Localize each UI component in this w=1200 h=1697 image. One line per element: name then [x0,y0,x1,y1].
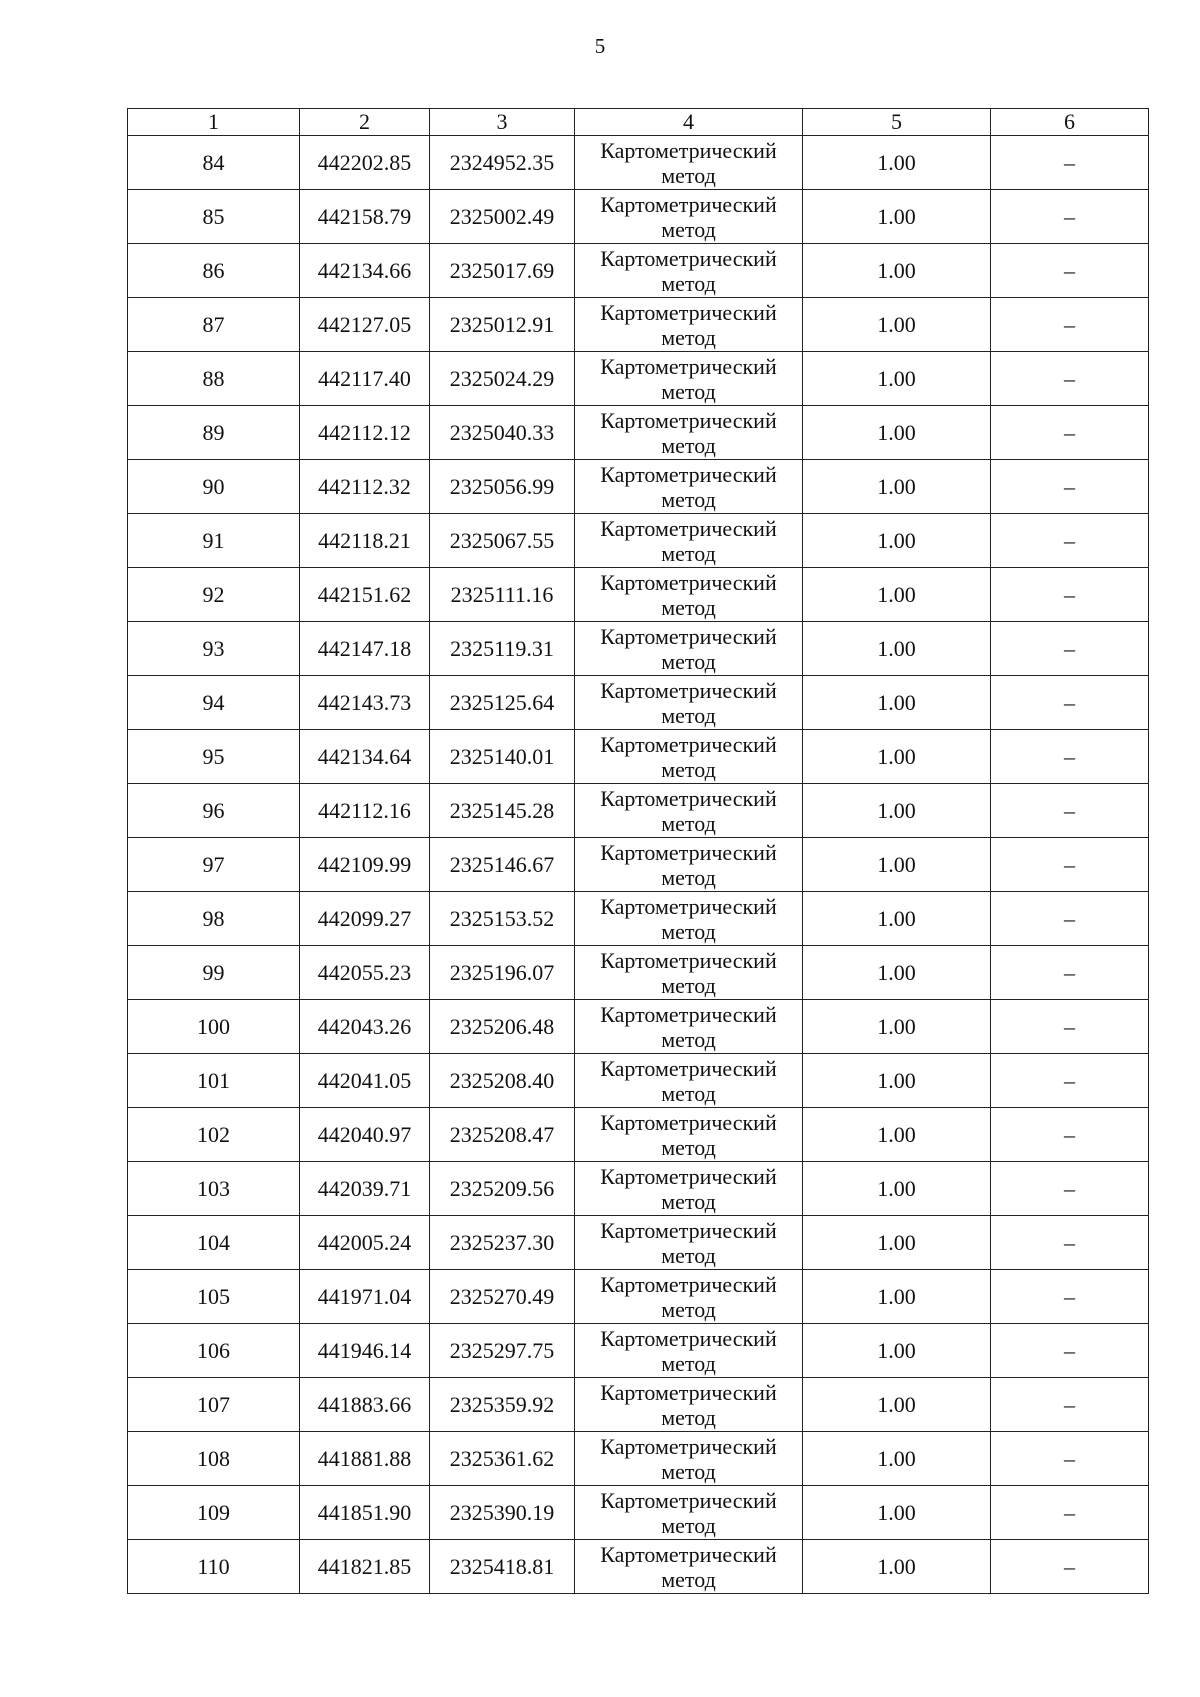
y-coordinate-cell: 2325017.69 [430,244,575,298]
note-cell: – [991,1162,1149,1216]
method-cell: Картометрический метод [575,1000,803,1054]
y-coordinate-cell: 2325140.01 [430,730,575,784]
accuracy-cell: 1.00 [803,1162,991,1216]
note-cell: – [991,1000,1149,1054]
y-coordinate-cell: 2325359.92 [430,1378,575,1432]
table-row [128,676,1149,730]
x-coordinate-cell: 441881.88 [300,1432,430,1486]
note-cell: – [991,568,1149,622]
column-header: 5 [803,109,991,136]
point-number-cell: 109 [128,1486,300,1540]
point-number-cell: 98 [128,892,300,946]
method-cell: Картометрический метод [575,1378,803,1432]
note-cell: – [991,1540,1149,1594]
x-coordinate-cell: 442118.21 [300,514,430,568]
accuracy-cell: 1.00 [803,514,991,568]
accuracy-cell: 1.00 [803,1486,991,1540]
accuracy-cell: 1.00 [803,676,991,730]
note-cell: – [991,892,1149,946]
table-row [128,1486,1149,1540]
accuracy-cell: 1.00 [803,1540,991,1594]
table-row [128,1324,1149,1378]
table-row [128,1270,1149,1324]
table-row [128,460,1149,514]
point-number-cell: 96 [128,784,300,838]
point-number-cell: 89 [128,406,300,460]
point-number-cell: 100 [128,1000,300,1054]
accuracy-cell: 1.00 [803,730,991,784]
table-header-row [128,109,1149,136]
x-coordinate-cell: 442055.23 [300,946,430,1000]
point-number-cell: 110 [128,1540,300,1594]
y-coordinate-cell: 2325012.91 [430,298,575,352]
point-number-cell: 84 [128,136,300,190]
method-cell: Картометрический метод [575,298,803,352]
accuracy-cell: 1.00 [803,946,991,1000]
point-number-cell: 93 [128,622,300,676]
method-cell: Картометрический метод [575,1108,803,1162]
x-coordinate-cell: 442112.12 [300,406,430,460]
note-cell: – [991,1486,1149,1540]
method-cell: Картометрический метод [575,1162,803,1216]
point-number-cell: 91 [128,514,300,568]
method-cell: Картометрический метод [575,784,803,838]
accuracy-cell: 1.00 [803,1054,991,1108]
accuracy-cell: 1.00 [803,1324,991,1378]
x-coordinate-cell: 442043.26 [300,1000,430,1054]
y-coordinate-cell: 2325208.47 [430,1108,575,1162]
y-coordinate-cell: 2325119.31 [430,622,575,676]
y-coordinate-cell: 2325067.55 [430,514,575,568]
point-number-cell: 85 [128,190,300,244]
y-coordinate-cell: 2325208.40 [430,1054,575,1108]
table-row [128,136,1149,190]
table-row [128,1432,1149,1486]
method-cell: Картометрический метод [575,514,803,568]
x-coordinate-cell: 442005.24 [300,1216,430,1270]
table-row [128,1162,1149,1216]
y-coordinate-cell: 2325145.28 [430,784,575,838]
note-cell: – [991,352,1149,406]
method-cell: Картометрический метод [575,892,803,946]
column-header: 1 [128,109,300,136]
note-cell: – [991,1216,1149,1270]
method-cell: Картометрический метод [575,1486,803,1540]
note-cell: – [991,460,1149,514]
accuracy-cell: 1.00 [803,190,991,244]
note-cell: – [991,1054,1149,1108]
page-number: 5 [594,34,606,58]
y-coordinate-cell: 2325111.16 [430,568,575,622]
note-cell: – [991,784,1149,838]
y-coordinate-cell: 2325297.75 [430,1324,575,1378]
note-cell: – [991,946,1149,1000]
accuracy-cell: 1.00 [803,622,991,676]
accuracy-cell: 1.00 [803,136,991,190]
note-cell: – [991,1108,1149,1162]
x-coordinate-cell: 442134.66 [300,244,430,298]
y-coordinate-cell: 2325206.48 [430,1000,575,1054]
y-coordinate-cell: 2325040.33 [430,406,575,460]
y-coordinate-cell: 2325418.81 [430,1540,575,1594]
point-number-cell: 103 [128,1162,300,1216]
point-number-cell: 86 [128,244,300,298]
table-row [128,244,1149,298]
point-number-cell: 90 [128,460,300,514]
table-row [128,190,1149,244]
column-header: 6 [991,109,1149,136]
accuracy-cell: 1.00 [803,1108,991,1162]
method-cell: Картометрический метод [575,622,803,676]
x-coordinate-cell: 442147.18 [300,622,430,676]
accuracy-cell: 1.00 [803,1432,991,1486]
table-row [128,352,1149,406]
y-coordinate-cell: 2325209.56 [430,1162,575,1216]
x-coordinate-cell: 442134.64 [300,730,430,784]
x-coordinate-cell: 442158.79 [300,190,430,244]
method-cell: Картометрический метод [575,1540,803,1594]
y-coordinate-cell: 2325153.52 [430,892,575,946]
x-coordinate-cell: 442117.40 [300,352,430,406]
method-cell: Картометрический метод [575,244,803,298]
y-coordinate-cell: 2325146.67 [430,838,575,892]
accuracy-cell: 1.00 [803,838,991,892]
method-cell: Картометрический метод [575,1270,803,1324]
point-number-cell: 104 [128,1216,300,1270]
x-coordinate-cell: 441971.04 [300,1270,430,1324]
point-number-cell: 88 [128,352,300,406]
note-cell: – [991,298,1149,352]
table-row [128,568,1149,622]
table-body [128,136,1149,1594]
x-coordinate-cell: 441851.90 [300,1486,430,1540]
x-coordinate-cell: 442127.05 [300,298,430,352]
method-cell: Картометрический метод [575,946,803,1000]
x-coordinate-cell: 442109.99 [300,838,430,892]
accuracy-cell: 1.00 [803,406,991,460]
table-row [128,1540,1149,1594]
y-coordinate-cell: 2325024.29 [430,352,575,406]
method-cell: Картометрический метод [575,1432,803,1486]
x-coordinate-cell: 442099.27 [300,892,430,946]
accuracy-cell: 1.00 [803,460,991,514]
table-row [128,1000,1149,1054]
note-cell: – [991,1378,1149,1432]
table-row [128,730,1149,784]
table-row [128,622,1149,676]
note-cell: – [991,190,1149,244]
y-coordinate-cell: 2325270.49 [430,1270,575,1324]
point-number-cell: 95 [128,730,300,784]
y-coordinate-cell: 2325237.30 [430,1216,575,1270]
x-coordinate-cell: 442202.85 [300,136,430,190]
column-header: 3 [430,109,575,136]
table-row [128,1108,1149,1162]
method-cell: Картометрический метод [575,460,803,514]
table-row [128,784,1149,838]
method-cell: Картометрический метод [575,1324,803,1378]
y-coordinate-cell: 2325390.19 [430,1486,575,1540]
accuracy-cell: 1.00 [803,1270,991,1324]
method-cell: Картометрический метод [575,352,803,406]
note-cell: – [991,730,1149,784]
method-cell: Картометрический метод [575,676,803,730]
point-number-cell: 107 [128,1378,300,1432]
point-number-cell: 102 [128,1108,300,1162]
table-row [128,838,1149,892]
method-cell: Картометрический метод [575,1216,803,1270]
accuracy-cell: 1.00 [803,784,991,838]
note-cell: – [991,514,1149,568]
y-coordinate-cell: 2324952.35 [430,136,575,190]
accuracy-cell: 1.00 [803,892,991,946]
note-cell: – [991,622,1149,676]
point-number-cell: 92 [128,568,300,622]
table-row [128,946,1149,1000]
note-cell: – [991,1432,1149,1486]
accuracy-cell: 1.00 [803,1378,991,1432]
point-number-cell: 105 [128,1270,300,1324]
y-coordinate-cell: 2325056.99 [430,460,575,514]
table-row [128,514,1149,568]
note-cell: – [991,136,1149,190]
accuracy-cell: 1.00 [803,298,991,352]
coordinates-table [127,108,1149,1594]
x-coordinate-cell: 442039.71 [300,1162,430,1216]
accuracy-cell: 1.00 [803,1216,991,1270]
note-cell: – [991,838,1149,892]
y-coordinate-cell: 2325196.07 [430,946,575,1000]
accuracy-cell: 1.00 [803,352,991,406]
table-row [128,298,1149,352]
y-coordinate-cell: 2325002.49 [430,190,575,244]
x-coordinate-cell: 441821.85 [300,1540,430,1594]
method-cell: Картометрический метод [575,730,803,784]
point-number-cell: 101 [128,1054,300,1108]
point-number-cell: 108 [128,1432,300,1486]
accuracy-cell: 1.00 [803,1000,991,1054]
x-coordinate-cell: 442041.05 [300,1054,430,1108]
method-cell: Картометрический метод [575,190,803,244]
table-row [128,892,1149,946]
accuracy-cell: 1.00 [803,568,991,622]
column-header: 4 [575,109,803,136]
point-number-cell: 97 [128,838,300,892]
method-cell: Картометрический метод [575,136,803,190]
method-cell: Картометрический метод [575,406,803,460]
table-row [128,406,1149,460]
x-coordinate-cell: 442112.16 [300,784,430,838]
y-coordinate-cell: 2325361.62 [430,1432,575,1486]
table-row [128,1378,1149,1432]
note-cell: – [991,244,1149,298]
method-cell: Картометрический метод [575,568,803,622]
x-coordinate-cell: 441883.66 [300,1378,430,1432]
point-number-cell: 99 [128,946,300,1000]
x-coordinate-cell: 442151.62 [300,568,430,622]
note-cell: – [991,406,1149,460]
method-cell: Картометрический метод [575,838,803,892]
method-cell: Картометрический метод [575,1054,803,1108]
note-cell: – [991,1270,1149,1324]
x-coordinate-cell: 442143.73 [300,676,430,730]
point-number-cell: 87 [128,298,300,352]
note-cell: – [991,676,1149,730]
column-header: 2 [300,109,430,136]
table-row [128,1216,1149,1270]
accuracy-cell: 1.00 [803,244,991,298]
point-number-cell: 94 [128,676,300,730]
x-coordinate-cell: 442112.32 [300,460,430,514]
table-row [128,1054,1149,1108]
y-coordinate-cell: 2325125.64 [430,676,575,730]
note-cell: – [991,1324,1149,1378]
x-coordinate-cell: 441946.14 [300,1324,430,1378]
point-number-cell: 106 [128,1324,300,1378]
x-coordinate-cell: 442040.97 [300,1108,430,1162]
